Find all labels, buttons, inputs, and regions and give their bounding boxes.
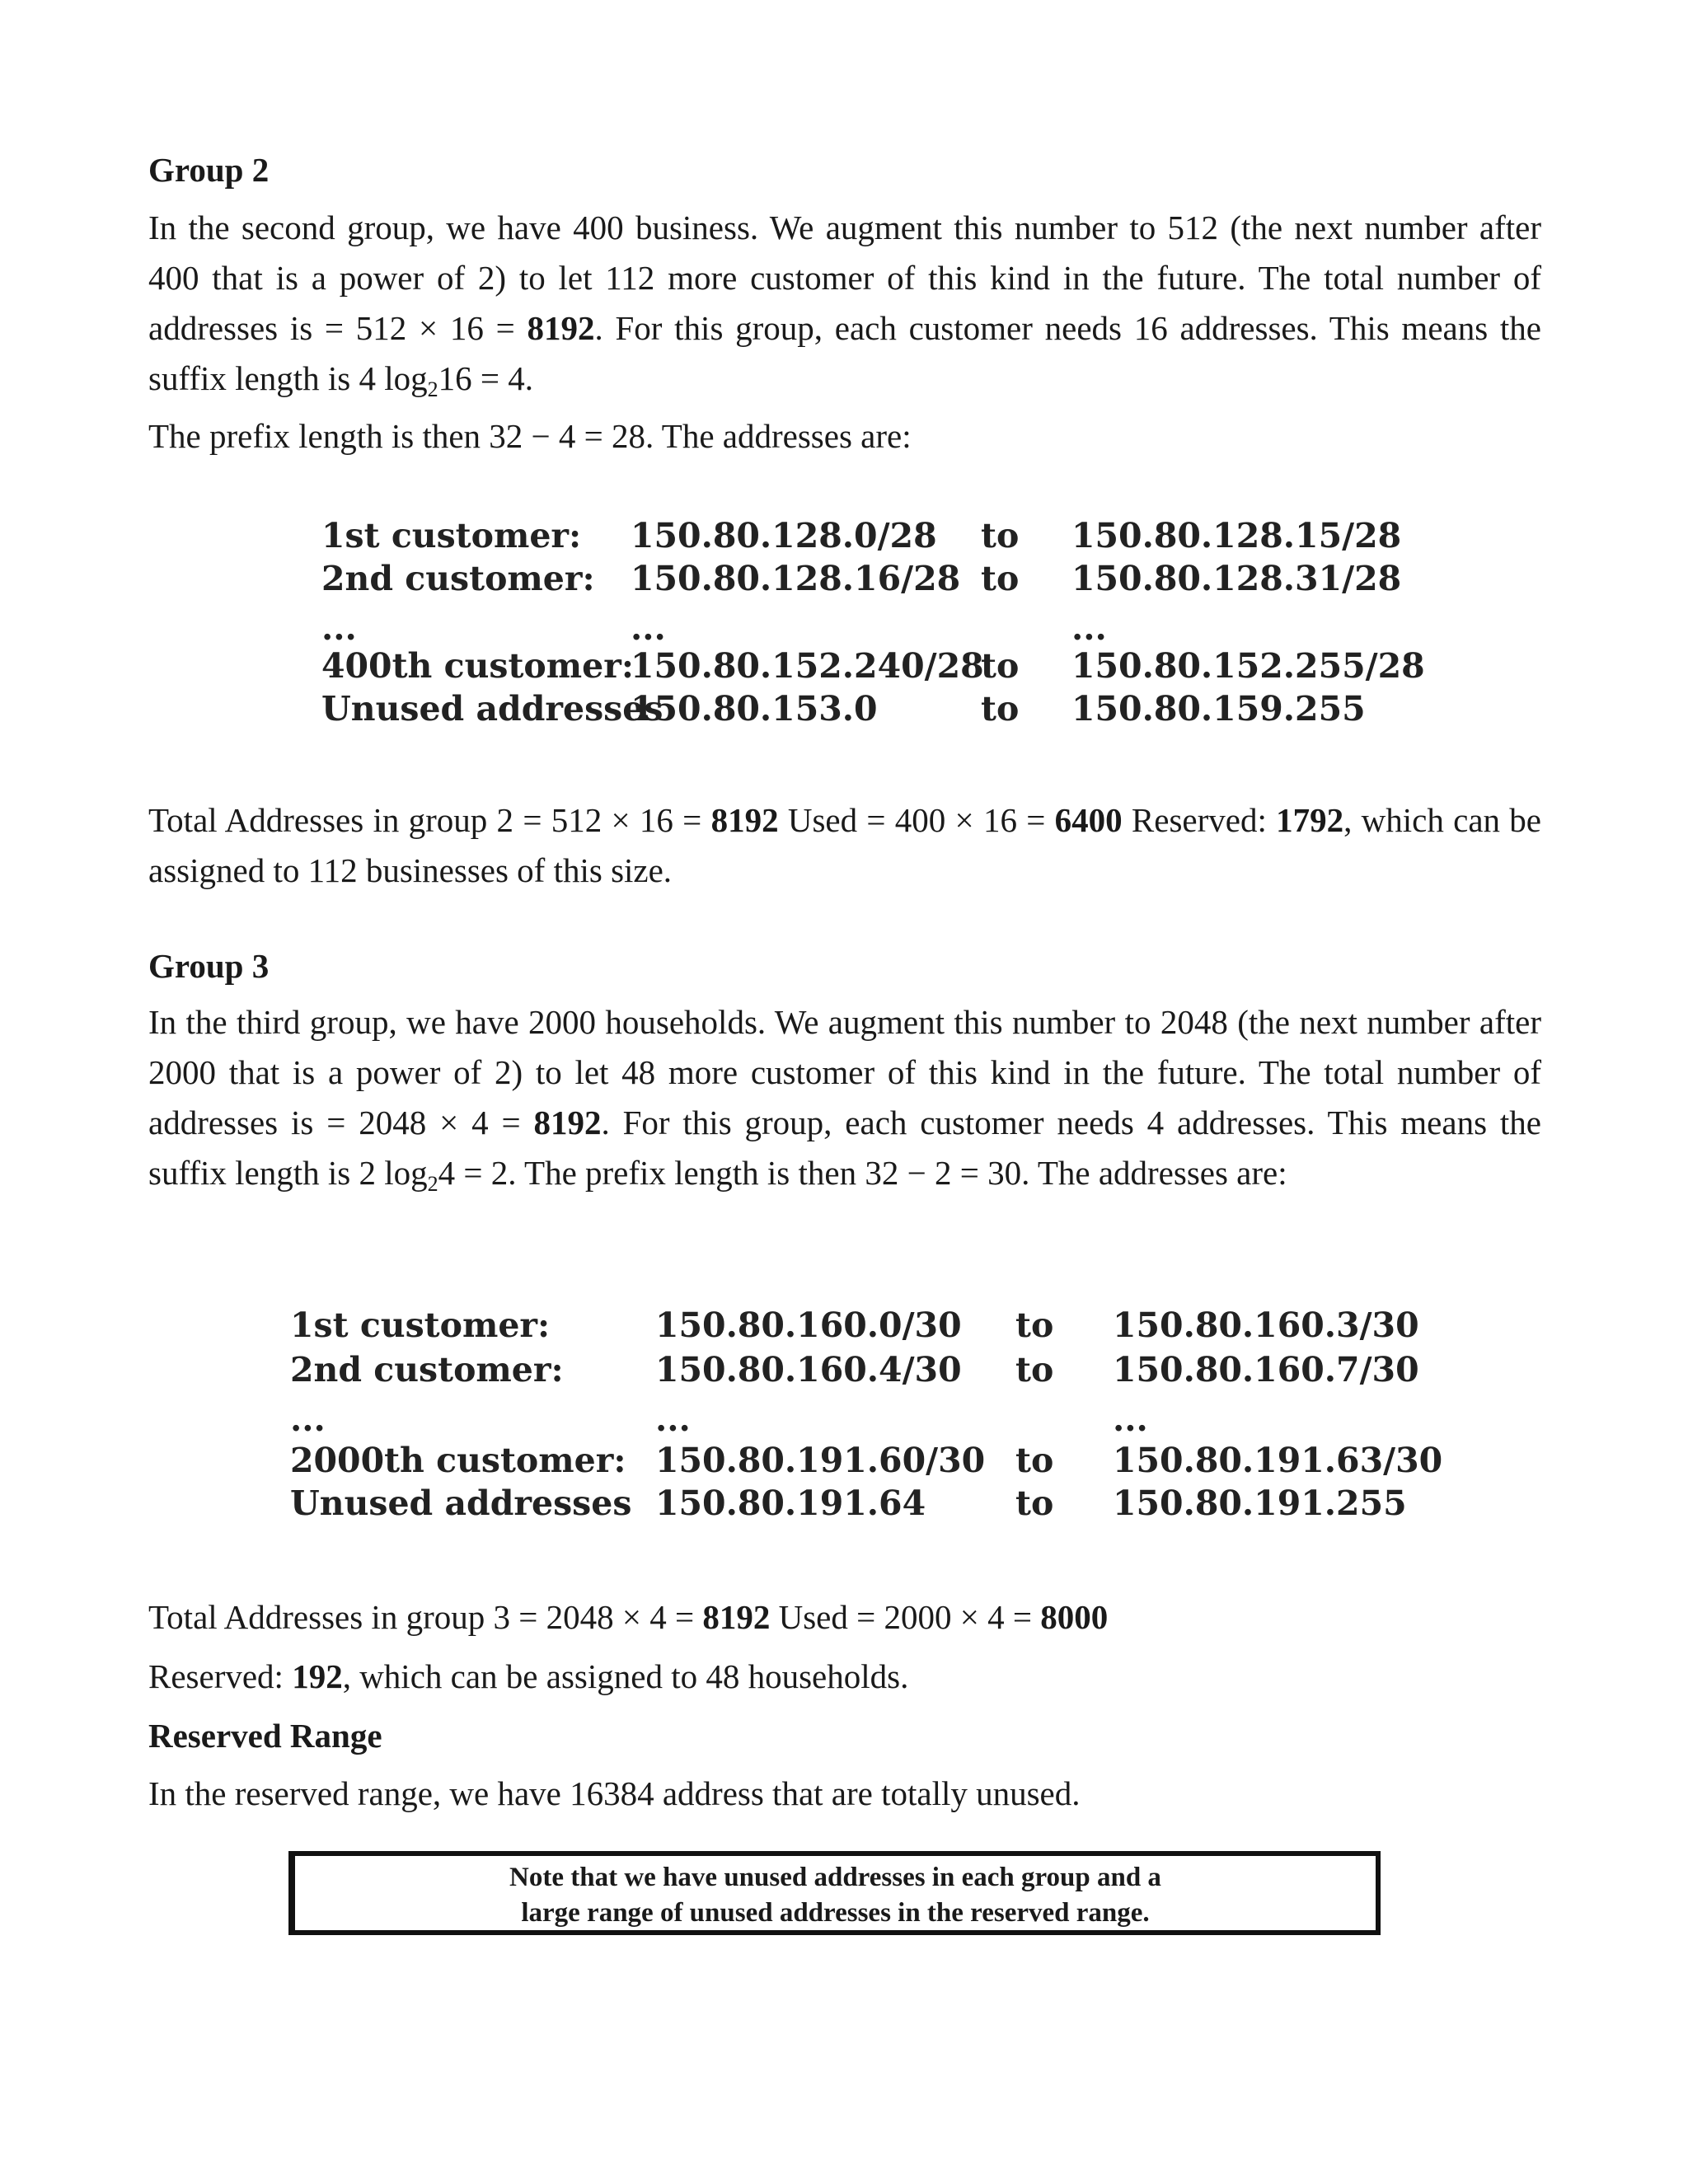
row-sep: to <box>1015 1441 1054 1480</box>
group3-summary-line1 <box>148 1597 1108 1637</box>
group3-s1-total: 8192 <box>702 1598 771 1636</box>
group2-s-text3: Reserved: <box>1122 801 1277 839</box>
group2-summary <box>148 795 1541 896</box>
group2-p-total: 8192 <box>527 309 595 347</box>
row-sep: to <box>981 559 1020 598</box>
group2-p-sub: 2 <box>427 377 438 401</box>
row-sep: to <box>1015 1483 1054 1523</box>
row-to: 150.80.128.31/28 <box>1071 559 1402 598</box>
row-to: 150.80.160.7/30 <box>1113 1350 1419 1390</box>
group2-prefix-line: The prefix length is then 32 − 4 = 28. The addresses are: <box>148 417 912 455</box>
group3-heading: Group 3 <box>148 947 270 985</box>
row-label: 1st customer: <box>290 1305 551 1345</box>
group3-s1-text1: Total Addresses in group 3 = 2048 × 4 = <box>148 1598 703 1636</box>
row-to: 150.80.160.3/30 <box>1113 1305 1419 1345</box>
group3-p-text3: 4 = 2. The prefix length is then 32 − 2 = 30. The addresses are: <box>438 1154 1287 1192</box>
row-to: 150.80.191.255 <box>1113 1483 1407 1523</box>
row-label: Unused addresses <box>321 689 663 729</box>
row-sep: to <box>981 516 1020 555</box>
group3-p-text1: In the third group, we have 2000 households. We augment this number to 2048 (the next number after 2000 that is a power of 2) to let 48 more customer of this kind in the future. The total number of addresses is = 2048 × 4 = <box>148 1003 1541 1141</box>
row-from: 150.80.128.16/28 <box>631 559 961 598</box>
row-to: 150.80.152.255/28 <box>1071 646 1425 686</box>
row-label: ... <box>290 1399 326 1439</box>
row-from: 150.80.128.0/28 <box>631 516 937 555</box>
group3-p-text2: . For this group, each customer needs 4 addresses. This means the suffix length is 2 log <box>148 1104 1541 1192</box>
row-label: 2nd customer: <box>321 559 595 598</box>
group2-s-text1: Total Addresses in group 2 = 512 × 16 = <box>148 801 711 839</box>
row-sep: to <box>1015 1350 1054 1390</box>
group3-s2-text2: , which can be assigned to 48 households. <box>342 1657 909 1695</box>
group3-paragraph <box>148 997 1541 1198</box>
row-to: ... <box>1113 1399 1148 1439</box>
group2-s-text2: Used = 400 × 16 = <box>778 801 1055 839</box>
row-from: ... <box>631 608 666 648</box>
row-sep: to <box>981 646 1020 686</box>
reserved-text: In the reserved range, we have 16384 address that are totally unused. <box>148 1774 1081 1812</box>
note-line-1: Note that we have unused addresses in each group and a <box>509 1863 1161 1892</box>
row-label: Unused addresses <box>290 1483 632 1523</box>
group2-s-total: 8192 <box>710 801 779 839</box>
group3-s2-reserved: 192 <box>292 1657 343 1695</box>
row-sep: to <box>981 689 1020 729</box>
group2-s-used: 6400 <box>1054 801 1123 839</box>
note-line-2: large range of unused addresses in the reserved range. <box>521 1898 1150 1928</box>
row-to: 150.80.191.63/30 <box>1113 1441 1443 1480</box>
group3-s1-used: 8000 <box>1040 1598 1109 1636</box>
row-label: 1st customer: <box>321 516 582 555</box>
row-to: ... <box>1071 608 1107 648</box>
group3-summary-line2 <box>148 1657 908 1696</box>
row-from: 150.80.191.60/30 <box>655 1441 986 1480</box>
row-to: 150.80.159.255 <box>1071 689 1366 729</box>
row-from: 150.80.152.240/28 <box>631 646 984 686</box>
row-label: 400th customer: <box>321 646 634 686</box>
group3-p-total: 8192 <box>533 1104 602 1141</box>
row-label: 2000th customer: <box>290 1441 626 1480</box>
row-to: 150.80.128.15/28 <box>1071 516 1402 555</box>
group2-s-text4: , which can be assigned to 112 businesses of this size. <box>148 801 1541 889</box>
group2-s-reserved: 1792 <box>1276 801 1344 839</box>
reserved-heading: Reserved Range <box>148 1717 382 1755</box>
row-from: 150.80.160.4/30 <box>655 1350 962 1390</box>
group2-p-text3: 16 = 4. <box>438 359 534 397</box>
group2-p-text1: In the second group, we have 400 business. We augment this number to 512 (the next number after 400 that is a power of 2) to let 112 more customer of this kind in the future. The total number of addresses is = 512 × 16 = <box>148 209 1541 347</box>
group2-p-text2: . For this group, each customer needs 16 addresses. This means the suffix length is 4 log <box>148 309 1541 397</box>
group2-heading: Group 2 <box>148 151 270 189</box>
row-from: 150.80.191.64 <box>655 1483 926 1523</box>
group2-paragraph <box>148 203 1541 404</box>
row-label: ... <box>321 608 357 648</box>
row-from: 150.80.160.0/30 <box>655 1305 962 1345</box>
note-box <box>288 1851 1381 1935</box>
group3-p-sub: 2 <box>427 1172 438 1196</box>
row-sep: to <box>1015 1305 1054 1345</box>
row-label: 2nd customer: <box>290 1350 564 1390</box>
row-from: ... <box>655 1399 691 1439</box>
row-from: 150.80.153.0 <box>631 689 878 729</box>
group3-s1-text2: Used = 2000 × 4 = <box>770 1598 1041 1636</box>
group3-s2-text1: Reserved: <box>148 1657 293 1695</box>
